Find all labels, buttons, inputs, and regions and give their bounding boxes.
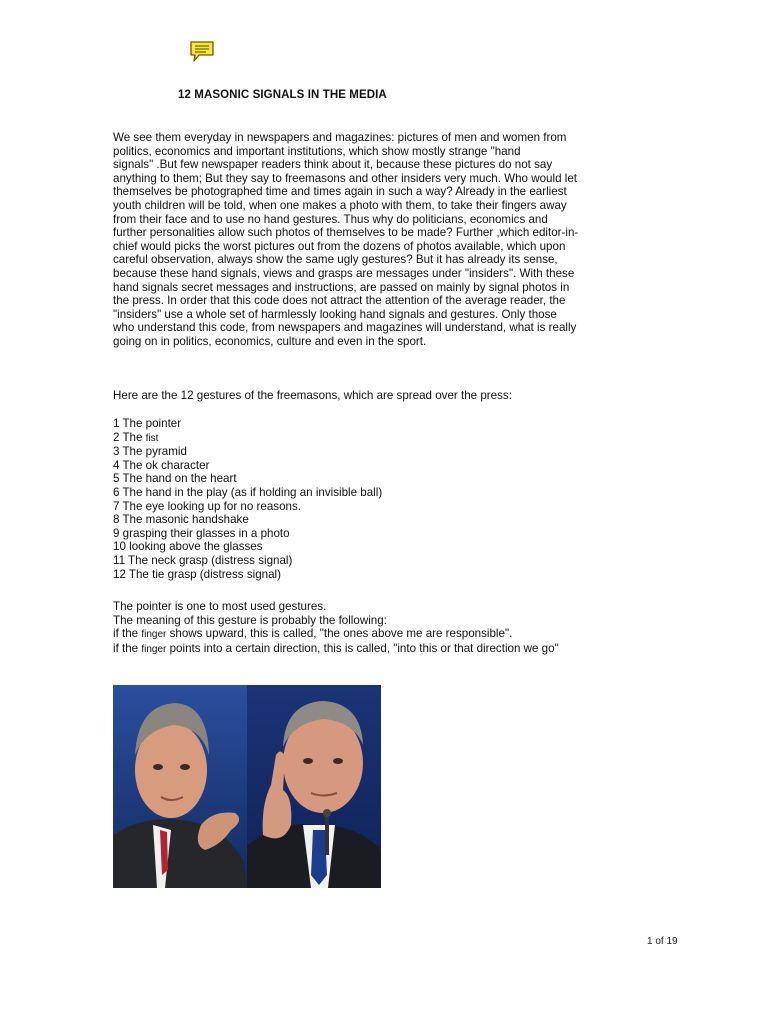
gesture-list-item: 2 The fist bbox=[113, 430, 159, 444]
gesture-list-item: 3 The pyramid bbox=[113, 445, 187, 459]
gesture-list-item: 7 The eye looking up for no reasons. bbox=[113, 499, 301, 513]
debate-photo bbox=[113, 685, 381, 888]
paragraph-line: going on in politics, economics, culture and even in the sport. bbox=[113, 334, 427, 348]
gesture-list-item: 9 grasping their glasses in a photo bbox=[113, 526, 290, 540]
pointer-line: if the finger shows upward, this is called, "the ones above me are responsible". bbox=[113, 627, 513, 641]
gesture-list-item: 1 The pointer bbox=[113, 417, 182, 430]
gesture-list-item: 12 The tie grasp (distress signal) bbox=[113, 567, 281, 581]
paragraph-line: themselves be photographed time and times again in such a way? Already in the earliest bbox=[113, 185, 567, 199]
paragraph-line: youth children will be told, when one makes a photo with them, to take their fingers away bbox=[113, 198, 567, 212]
pointer-line: The meaning of this gesture is probably the following: bbox=[113, 613, 387, 627]
paragraph-line: "insiders" use a whole set of harmlessly looking hand signals and gestures. Only those bbox=[113, 307, 557, 321]
gesture-list-item: 11 The neck grasp (distress signal) bbox=[113, 553, 293, 567]
gestures-intro: Here are the 12 gestures of the freemasons, which are spread over the press: bbox=[113, 389, 512, 402]
page-number: 1 of 19 bbox=[647, 936, 678, 947]
gesture-list-item: 10 looking above the glasses bbox=[113, 540, 263, 554]
gesture-list-item: 4 The ok character bbox=[113, 458, 210, 472]
paragraph-line: signals" .But few newspaper readers think about it, because these pictures do not say bbox=[113, 158, 553, 172]
paragraph-line: chief would picks the worst pictures out from the dozens of photos available, which upon bbox=[113, 239, 566, 253]
gesture-list bbox=[113, 417, 633, 581]
paragraph-line: hand signals secret messages and instructions, are passed on mainly by signal photos in bbox=[113, 280, 570, 294]
document-title: 12 MASONIC SIGNALS IN THE MEDIA bbox=[178, 89, 387, 101]
paragraph-line: from their face and to use no hand gestures. Thus why do politicians, economics and bbox=[113, 212, 548, 226]
paragraph-line: anything to them; But they say to freemasons and other insiders very much. Who would let bbox=[113, 171, 577, 185]
gesture-list-item: 8 The masonic handshake bbox=[113, 513, 249, 527]
comment-note-icon[interactable] bbox=[189, 40, 215, 64]
paragraph-line: who understand this code, from newspapers and magazines will understand, what is really bbox=[113, 321, 577, 335]
paragraph-line: because these hand signals, views and grasps are messages under "insiders". With these bbox=[113, 266, 575, 280]
paragraph-line: the press. In order that this code does not attract the attention of the average reader, the bbox=[113, 294, 566, 308]
paragraph-line: politics, economics and important institutions, which show mostly strange "hand bbox=[113, 144, 521, 158]
pointer-line: if the finger points into a certain direction, this is called, "into this or that direction we go" bbox=[113, 641, 559, 655]
paragraph-line: We see them everyday in newspapers and magazines: pictures of men and women from bbox=[113, 131, 567, 144]
paragraph-line: careful observation, always show the same ugly gestures? But it has already its sense, bbox=[113, 253, 558, 267]
pointer-line: The pointer is one to most used gestures. bbox=[113, 600, 327, 613]
gesture-list-item: 5 The hand on the heart bbox=[113, 472, 237, 486]
pointer-explanation bbox=[113, 600, 633, 656]
paragraph-line: further personalities allow such photos of themselves to be made? Further ,which editor-in- bbox=[113, 226, 579, 240]
intro-paragraph bbox=[113, 131, 633, 349]
gesture-list-item: 6 The hand in the play (as if holding an invisible ball) bbox=[113, 485, 383, 499]
